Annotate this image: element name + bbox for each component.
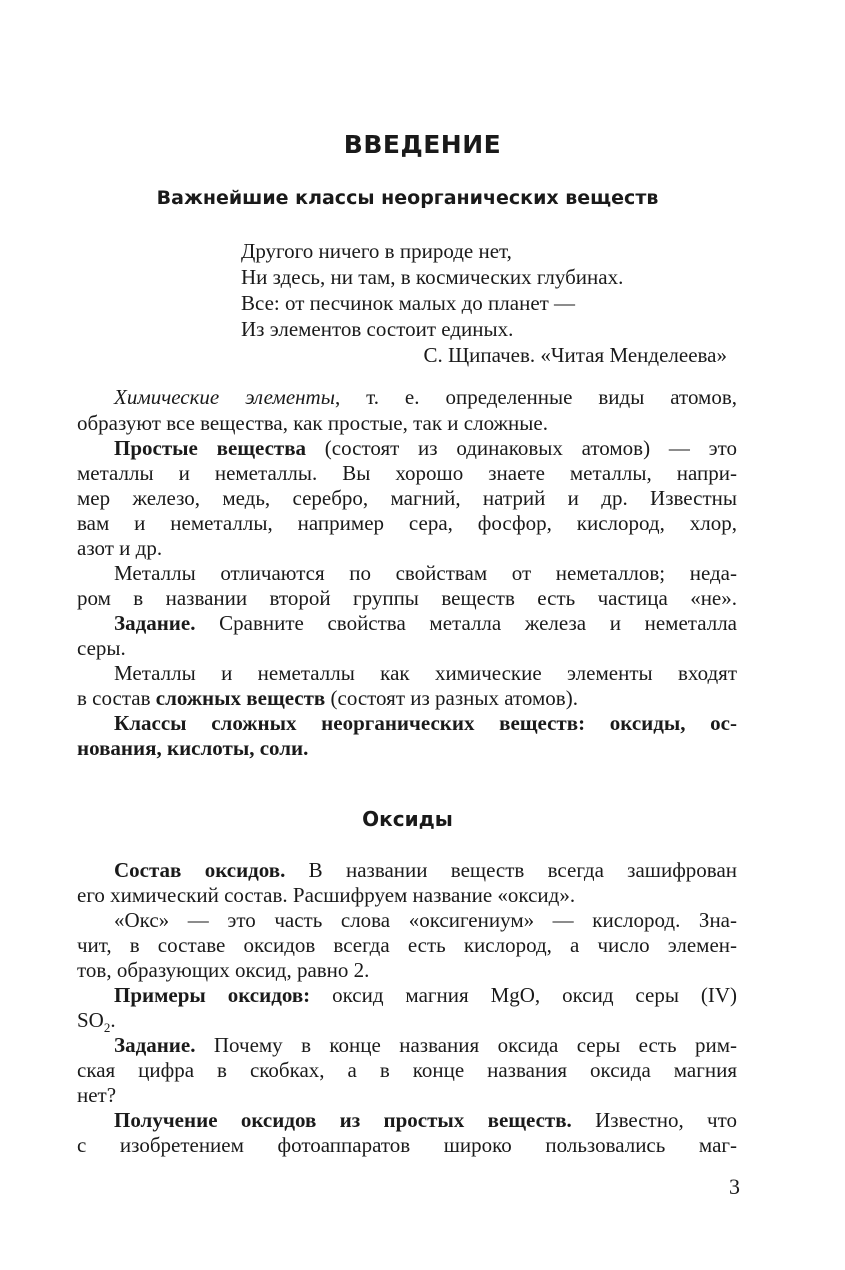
italic-term: Химические элементы bbox=[114, 385, 335, 409]
text-line: нования, кислоты, соли. bbox=[77, 736, 309, 760]
text-span: В названии веществ всегда зашифрован bbox=[285, 858, 738, 882]
text-line bbox=[77, 1008, 737, 1036]
text-line bbox=[114, 983, 737, 1008]
bold-term: Простые вещества bbox=[114, 436, 307, 460]
text-line: с изобретением фотоаппаратов широко пользовались маг- bbox=[77, 1133, 737, 1157]
text-line: вам и неметаллы, например сера, фосфор, кислород, хлор, bbox=[77, 511, 737, 535]
epigraph-attribution: С. Щипачев. «Читая Менделеева» bbox=[423, 343, 727, 367]
text-line: «Окс» — это часть слова «оксигениум» — кислород. Зна- bbox=[114, 908, 737, 932]
text-span: (состоят из одинаковых атомов) — это bbox=[306, 436, 737, 460]
text-line: образуют все вещества, как простые, так и сложные. bbox=[77, 411, 548, 435]
text-span: оксид магния MgO, оксид серы (IV) bbox=[310, 983, 737, 1007]
epigraph-line: Из элементов состоит единых. bbox=[241, 317, 514, 341]
bold-term: сложных веществ bbox=[155, 686, 326, 710]
bold-term: Получение оксидов из простых веществ. bbox=[114, 1108, 572, 1132]
text-span: в состав bbox=[77, 686, 156, 710]
text-line bbox=[114, 611, 737, 636]
formula-subscript: 2 bbox=[103, 1020, 111, 1036]
text-line: тов, образующих оксид, равно 2. bbox=[77, 958, 370, 982]
epigraph-line: Все: от песчинок малых до планет — bbox=[241, 291, 576, 315]
text-line: ская цифра в скобках, а в конце названия оксида магния bbox=[77, 1058, 737, 1082]
text-span: Почему в конце названия оксида серы есть рим- bbox=[195, 1033, 737, 1057]
text-line: мер железо, медь, серебро, магний, натрий и др. Известны bbox=[77, 486, 737, 510]
section-heading: Оксиды bbox=[362, 807, 453, 831]
page-number: 3 bbox=[729, 1174, 740, 1199]
text-line: нет? bbox=[77, 1083, 117, 1107]
text-span: (состоят из разных атомов). bbox=[325, 686, 578, 710]
bold-term: Состав оксидов. bbox=[114, 858, 286, 882]
text-line: Классы сложных неорганических веществ: оксиды, ос- bbox=[114, 711, 737, 735]
text-line: ром в названии второй группы веществ есть частица «не». bbox=[77, 586, 737, 610]
text-line: азот и др. bbox=[77, 536, 163, 560]
text-line bbox=[77, 686, 737, 711]
text-line: Металлы и неметаллы как химические элементы входят bbox=[114, 661, 737, 685]
task-label: Задание. bbox=[114, 611, 196, 635]
chapter-subtitle: Важнейшие классы неорганических веществ bbox=[156, 187, 659, 209]
text-line bbox=[114, 436, 737, 461]
text-span: . bbox=[110, 1008, 116, 1032]
chapter-title: ВВЕДЕНИЕ bbox=[343, 130, 502, 159]
text-line: чит, в составе оксидов всегда есть кислород, а число элемен- bbox=[77, 933, 737, 957]
text-line bbox=[114, 385, 737, 410]
text-span: Известно, что bbox=[571, 1108, 738, 1132]
text-span: Сравните свойства металла железа и неметалла bbox=[195, 611, 737, 635]
epigraph bbox=[241, 238, 741, 368]
epigraph-line: Ни здесь, ни там, в космических глубинах. bbox=[241, 265, 624, 289]
text-line bbox=[114, 1108, 737, 1133]
text-line: металлы и неметаллы. Вы хорошо знаете металлы, напри- bbox=[77, 461, 737, 485]
text-line bbox=[114, 858, 737, 883]
text-line: его химический состав. Расшифруем название «оксид». bbox=[77, 883, 576, 907]
text-span: , т. е. определенные виды атомов, bbox=[334, 385, 738, 409]
epigraph-line: Другого ничего в природе нет, bbox=[241, 239, 512, 263]
bold-term: Примеры оксидов: bbox=[114, 983, 311, 1007]
task-label: Задание. bbox=[114, 1033, 196, 1057]
text-line: серы. bbox=[77, 636, 126, 660]
formula: SO bbox=[77, 1008, 104, 1032]
text-line: Металлы отличаются по свойствам от неметаллов; неда- bbox=[114, 561, 737, 585]
text-line bbox=[114, 1033, 737, 1058]
